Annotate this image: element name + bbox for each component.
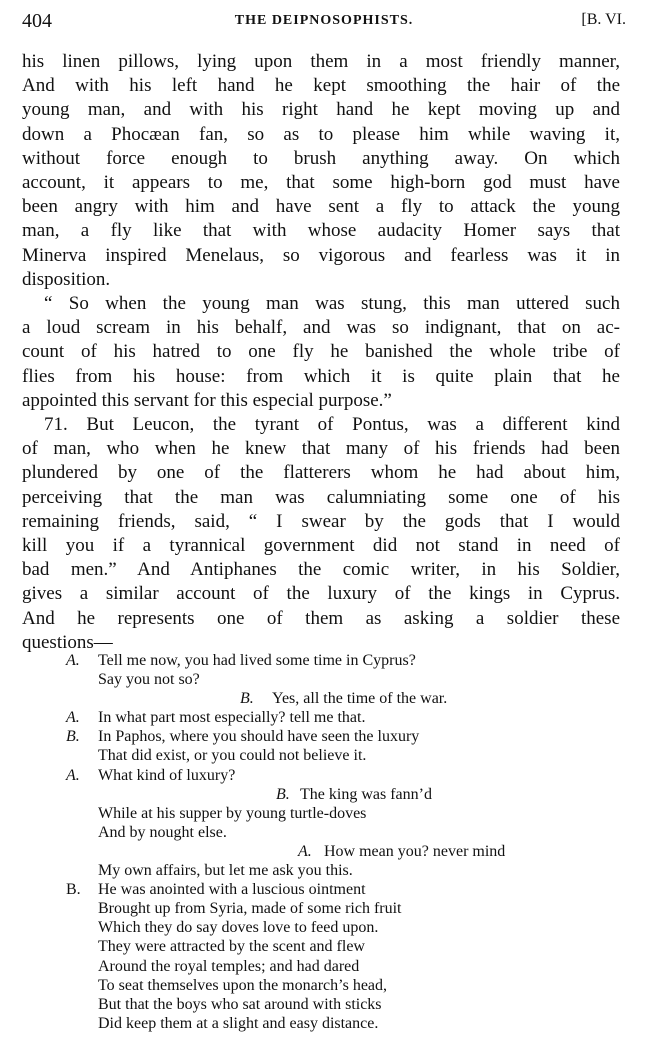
verse-text: Tell me now, you had lived some time in Cyprus? bbox=[98, 652, 416, 669]
verse-line bbox=[66, 918, 626, 937]
text-line: Minerva inspired Menelaus, so vigorous and fearless was it in bbox=[22, 244, 620, 266]
running-title: THE DEIPNOSOPHISTS. bbox=[234, 13, 414, 28]
verse-line bbox=[66, 651, 626, 670]
speaker-label: A. bbox=[66, 709, 80, 727]
paragraph-3 bbox=[22, 413, 620, 655]
text-line: And he represents one of them as asking a soldier these bbox=[22, 607, 620, 629]
speaker-label: B. bbox=[66, 881, 81, 899]
prose-body bbox=[22, 50, 620, 655]
verse-line bbox=[66, 766, 626, 785]
verse-dialogue bbox=[66, 651, 626, 1033]
text-line: man, a fly like that with whose audacity Homer says that bbox=[22, 220, 620, 242]
verse-text: Say you not so? bbox=[98, 671, 200, 689]
text-line: appointed this servant for this especial purpose.” bbox=[22, 389, 392, 411]
text-line: And with his left hand he kept smoothing the hair of the bbox=[22, 75, 620, 97]
page-number: 404 bbox=[22, 10, 52, 32]
text-line: disposition. bbox=[22, 268, 111, 290]
text-line: gives a similar account of the luxury of the kings in Cyprus. bbox=[22, 583, 620, 605]
verse-text: How mean you? never mind bbox=[324, 842, 506, 860]
verse-line bbox=[66, 708, 626, 727]
verse-line bbox=[66, 689, 626, 708]
verse-text: Around the royal temples; and had dared bbox=[98, 957, 360, 975]
verse-line bbox=[66, 976, 626, 995]
text-line: without force enough to brush anything away. On which bbox=[22, 147, 620, 169]
verse-line bbox=[66, 804, 626, 823]
paragraph-2 bbox=[22, 292, 620, 413]
verse-line bbox=[66, 880, 626, 899]
verse-text: In Paphos, where you should have seen the luxury bbox=[98, 728, 420, 746]
verse-line bbox=[66, 1014, 626, 1033]
verse-text: Which they do say doves love to feed upon. bbox=[98, 919, 379, 937]
text-line: plundered by one of the flatterers whom he had about him, bbox=[22, 462, 620, 484]
verse-text: Brought up from Syria, made of some rich fruit bbox=[98, 900, 402, 918]
text-line: remaining friends, said, “ I swear by the gods that I would bbox=[22, 510, 620, 532]
verse-text: That did exist, or you could not believe it. bbox=[98, 747, 367, 765]
speaker-label: A. bbox=[298, 842, 312, 860]
verse-text: In what part most especially? tell me that. bbox=[98, 709, 366, 727]
text-line: bad men.” And Antiphanes the comic writer, in his Soldier, bbox=[22, 559, 620, 581]
verse-text: To seat themselves upon the monarch’s head, bbox=[98, 976, 388, 994]
verse-text: He was anointed with a luscious ointment bbox=[98, 881, 366, 899]
verse-text: They were attracted by the scent and flew bbox=[98, 938, 365, 956]
verse-line bbox=[66, 842, 626, 861]
verse-line bbox=[66, 727, 626, 746]
verse-line bbox=[66, 823, 626, 842]
text-line: young man, and with his right hand he kept moving up and bbox=[22, 99, 620, 121]
speaker-label: B. bbox=[66, 728, 80, 746]
text-line: count of his hatred to one fly he banished the whole tribe of bbox=[22, 341, 620, 363]
verse-text: While at his supper by young turtle-doves bbox=[98, 804, 367, 822]
text-line: flies from his house: from which it is quite plain that he bbox=[22, 365, 620, 387]
text-line: perceiving that the man was calumniating some one of his bbox=[22, 486, 620, 508]
book-indicator: [B. VI. bbox=[581, 11, 626, 28]
verse-line bbox=[66, 746, 626, 765]
text-line: down a Phocæan fan, so as to please him while waving it, bbox=[22, 123, 620, 145]
verse-text: The king was fann’d bbox=[300, 785, 432, 803]
verse-text: But that the boys who sat around with sticks bbox=[98, 995, 382, 1013]
speaker-label: B. bbox=[276, 785, 290, 803]
verse-line bbox=[66, 670, 626, 689]
running-header bbox=[22, 10, 626, 36]
text-line: kill you if a tyrannical government did not stand in need of bbox=[22, 535, 620, 557]
verse-line bbox=[66, 785, 626, 804]
text-line: of man, who when he knew that many of his friends had been bbox=[22, 438, 620, 460]
verse-text: What kind of luxury? bbox=[98, 766, 236, 784]
speaker-label: A. bbox=[66, 766, 80, 784]
verse-line bbox=[66, 861, 626, 880]
verse-line bbox=[66, 937, 626, 956]
speaker-label: B. bbox=[240, 690, 254, 708]
text-line: 71. But Leucon, the tyrant of Pontus, was a different kind bbox=[44, 414, 620, 436]
verse-line bbox=[66, 995, 626, 1014]
verse-line bbox=[66, 899, 626, 918]
verse-text: My own affairs, but let me ask you this. bbox=[98, 862, 353, 880]
verse-text: Did keep them at a slight and easy distance. bbox=[98, 1014, 379, 1032]
text-line: a loud scream in his behalf, and was so indignant, that on ac- bbox=[22, 317, 620, 339]
speaker-label: A. bbox=[66, 652, 80, 669]
verse-line bbox=[66, 957, 626, 976]
paragraph-1 bbox=[22, 50, 620, 292]
text-line: account, it appears to me, that some high-born god must have bbox=[22, 172, 620, 194]
verse-text: Yes, all the time of the war. bbox=[272, 690, 448, 708]
text-line: “ So when the young man was stung, this man uttered such bbox=[44, 293, 620, 315]
verse-text: And by nought else. bbox=[98, 823, 227, 841]
text-line: been angry with him and have sent a fly to attack the young bbox=[22, 196, 620, 218]
text-line: questions— bbox=[22, 631, 113, 653]
text-line: his linen pillows, lying upon them in a most friendly manner, bbox=[22, 51, 620, 72]
